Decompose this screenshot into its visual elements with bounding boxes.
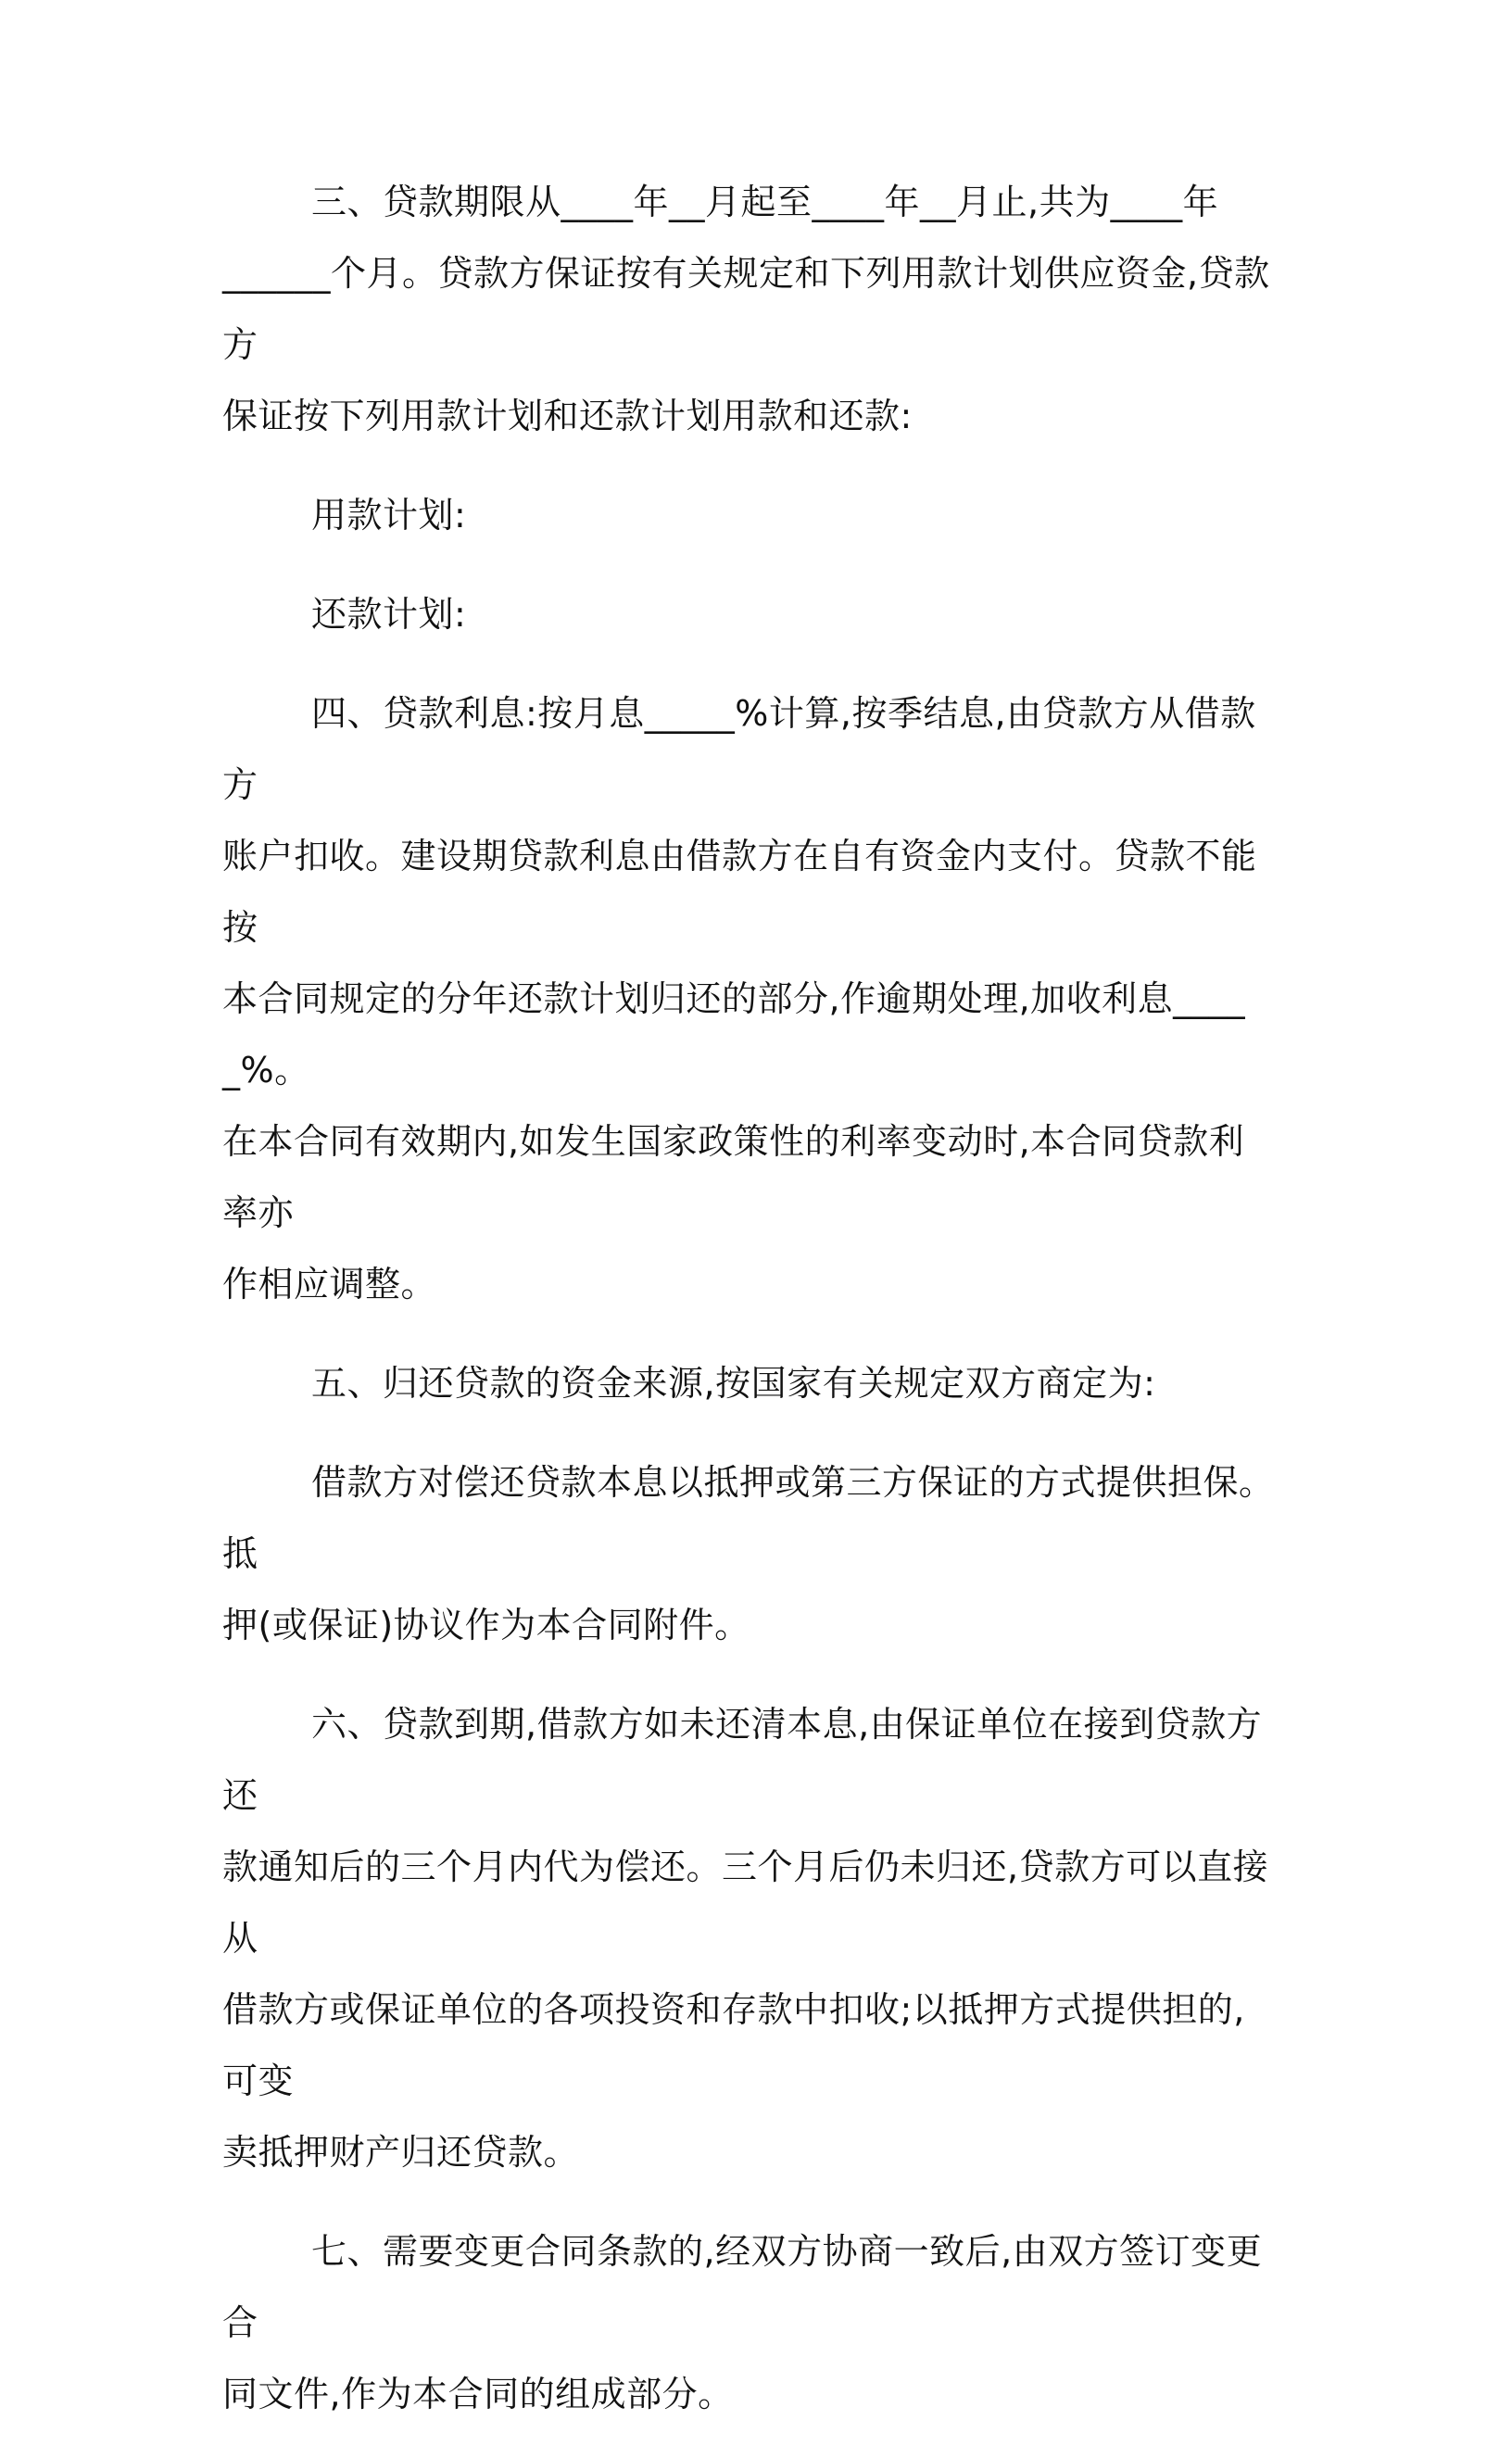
- clause-4-line-3: 本合同规定的分年还款计划归还的部分,作逾期处理,加收利息_____%。: [222, 978, 1246, 1090]
- repay-plan-label: 还款计划:: [311, 594, 467, 635]
- clause-7-amendment: [222, 2216, 1279, 2430]
- repay-plan-heading: [222, 579, 1279, 650]
- clause-6-line-1: 六、贷款到期,借款方如未还清本息,由保证单位在接到贷款方还: [222, 1704, 1263, 1816]
- clause-4-line-2: 账户扣收。建设期贷款利息由借款方在自有资金内支付。贷款不能按: [222, 836, 1257, 948]
- clause-4-line-1: 四、贷款利息:按月息_____%计算,按季结息,由贷款方从借款方: [222, 693, 1256, 805]
- clause-3-loan-term: [222, 167, 1279, 452]
- clause-4-interest: [222, 678, 1279, 1320]
- clause-6-line-4: 卖抵押财产归还贷款。: [222, 2132, 580, 2173]
- clause-7-line-2: 同文件,作为本合同的组成部分。: [222, 2374, 734, 2414]
- use-plan-label: 用款计划:: [311, 495, 467, 536]
- clause-5b-line-2: 押(或保证)协议作为本合同附件。: [222, 1605, 750, 1645]
- clause-5b-line-1: 借款方对偿还贷款本息以抵押或第三方保证的方式提供担保。抵: [222, 1462, 1275, 1574]
- clause-6-line-3: 借款方或保证单位的各项投资和存款中扣收;以抵押方式提供担的,可变: [222, 1989, 1245, 2101]
- document-body: [222, 167, 1279, 2458]
- clause-7-line-1: 七、需要变更合同条款的,经双方协商一致后,由双方签订变更合: [222, 2231, 1263, 2343]
- clause-6-maturity: [222, 1689, 1279, 2188]
- use-plan-heading: [222, 480, 1279, 551]
- clause-4-line-4: 在本合同有效期内,如发生国家政策性的利率变动时,本合同贷款利率亦: [222, 1121, 1245, 1233]
- clause-5-line-1: 五、归还贷款的资金来源,按国家有关规定双方商定为:: [311, 1363, 1156, 1404]
- clause-6-line-2: 款通知后的三个月内代为偿还。三个月后仍未归还,贷款方可以直接从: [222, 1847, 1269, 1959]
- clause-5-funding-source: [222, 1348, 1279, 1419]
- clause-4-line-5: 作相应调整。: [222, 1264, 437, 1305]
- clause-3-line-2: ______个月。贷款方保证按有关规定和下列用款计划供应资金,贷款方: [222, 253, 1270, 365]
- clause-3-line-1: 三、贷款期限从____年__月起至____年__月止,共为____年: [311, 182, 1219, 222]
- clause-3-line-3: 保证按下列用款计划和还款计划用款和还款:: [222, 396, 913, 436]
- clause-5-guarantee: [222, 1447, 1279, 1661]
